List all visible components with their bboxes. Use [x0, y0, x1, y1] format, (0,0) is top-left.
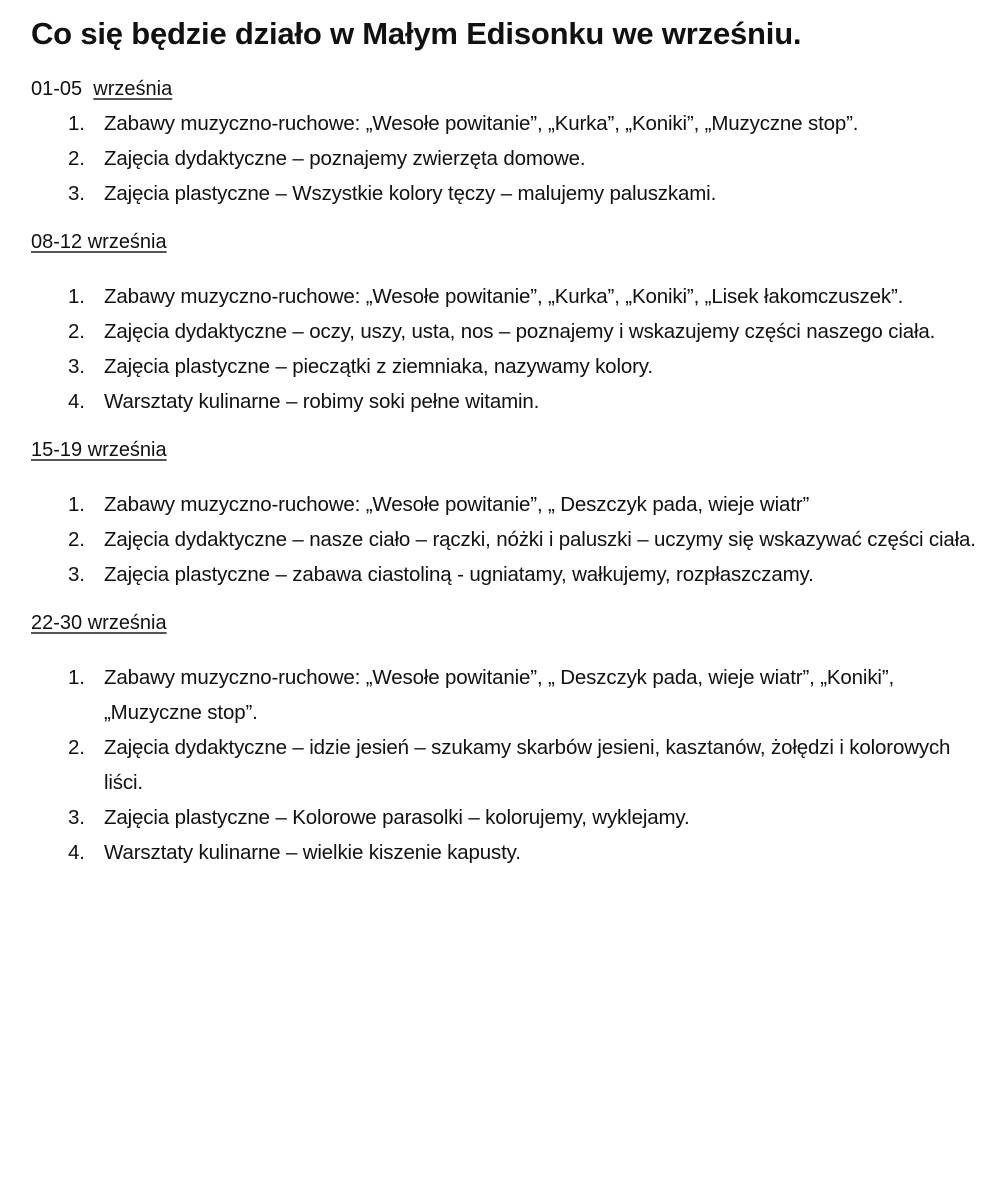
list-item: [31, 835, 981, 870]
section-spacer: [31, 592, 981, 608]
list-item-text: Zajęcia plastyczne – Wszystkie kolory tęczy – malujemy paluszkami.: [104, 182, 717, 205]
list-item-number: 2.: [68, 528, 85, 551]
list-item-text: Zabawy muzyczno-ruchowe: „Wesołe powitanie”, „ Deszczyk pada, wieje wiatr”, „Koniki”, „Muzyczne stop”.: [104, 666, 895, 724]
week-heading-text: 08-12 września: [31, 231, 167, 253]
week-heading: [31, 608, 981, 638]
list-item: [31, 314, 981, 349]
list-item-number: 2.: [68, 320, 85, 343]
page-title: Co się będzie działo w Małym Edisonku we wrześniu.: [31, 16, 802, 51]
list-item: [31, 279, 981, 314]
list-item-text: Zabawy muzyczno-ruchowe: „Wesołe powitanie”, „Kurka”, „Koniki”, „Muzyczne stop”.: [104, 112, 859, 135]
activity-list: [31, 106, 981, 211]
week-section: [31, 74, 981, 211]
list-item: [31, 557, 981, 592]
week-heading-text: 15-19 września: [31, 439, 167, 461]
week-range: 01-05: [31, 78, 83, 100]
list-item: [31, 730, 981, 800]
week-month: września: [93, 78, 173, 100]
week-section: [31, 435, 981, 592]
list-item-text: Zabawy muzyczno-ruchowe: „Wesołe powitanie”, „ Deszczyk pada, wieje wiatr”: [104, 493, 810, 516]
list-item-text: Zajęcia plastyczne – pieczątki z ziemniaka, nazywamy kolory.: [104, 355, 653, 378]
list-item: [31, 106, 981, 141]
list-item-number: 1.: [68, 285, 85, 308]
list-item: [31, 487, 981, 522]
list-item-text: Zajęcia dydaktyczne – idzie jesień – szukamy skarbów jesieni, kasztanów, żołędzi i kolorowych liści.: [104, 736, 951, 794]
list-item-number: 3.: [68, 806, 85, 829]
week-section: [31, 227, 981, 419]
section-spacer: [31, 211, 981, 227]
section-spacer: [31, 419, 981, 435]
list-item: [31, 384, 981, 419]
list-item-number: 4.: [68, 390, 85, 413]
activity-list: [31, 487, 981, 592]
list-item-text: Zajęcia dydaktyczne – poznajemy zwierzęta domowe.: [104, 147, 586, 170]
list-item-number: 4.: [68, 841, 85, 864]
list-item-number: 3.: [68, 355, 85, 378]
list-item-text: Zajęcia plastyczne – zabawa ciastoliną - ugniatamy, wałkujemy, rozpłaszczamy.: [104, 563, 814, 586]
week-section: [31, 608, 981, 870]
list-item: [31, 141, 981, 176]
week-heading-text: 22-30 września: [31, 612, 167, 634]
list-item: [31, 349, 981, 384]
list-item-text: Warsztaty kulinarne – wielkie kiszenie kapusty.: [104, 841, 521, 864]
list-item-text: Zajęcia dydaktyczne – nasze ciało – rączki, nóżki i paluszki – uczymy się wskazywać części ciała.: [104, 528, 976, 551]
list-item: [31, 660, 981, 730]
list-item-number: 3.: [68, 563, 85, 586]
list-item-number: 2.: [68, 736, 85, 759]
list-item-number: 1.: [68, 666, 85, 689]
list-item-number: 3.: [68, 182, 85, 205]
list-item-text: Zajęcia dydaktyczne – oczy, uszy, usta, nos – poznajemy i wskazujemy części naszego ciała.: [104, 320, 936, 343]
list-item-text: Warsztaty kulinarne – robimy soki pełne witamin.: [104, 390, 540, 413]
activity-list: [31, 660, 981, 870]
document-page: [31, 12, 981, 870]
list-item-text: Zajęcia plastyczne – Kolorowe parasolki – kolorujemy, wyklejamy.: [104, 806, 690, 829]
week-heading: [31, 435, 981, 465]
list-item-number: 1.: [68, 493, 85, 516]
list-item-number: 1.: [68, 112, 85, 135]
list-item: [31, 800, 981, 835]
list-item-text: Zabawy muzyczno-ruchowe: „Wesołe powitanie”, „Kurka”, „Koniki”, „Lisek łakomczuszek”.: [104, 285, 904, 308]
activity-list: [31, 279, 981, 419]
list-item: [31, 522, 981, 557]
week-heading: [31, 74, 981, 104]
week-heading: [31, 227, 981, 257]
list-item: [31, 176, 981, 211]
list-item-number: 2.: [68, 147, 85, 170]
